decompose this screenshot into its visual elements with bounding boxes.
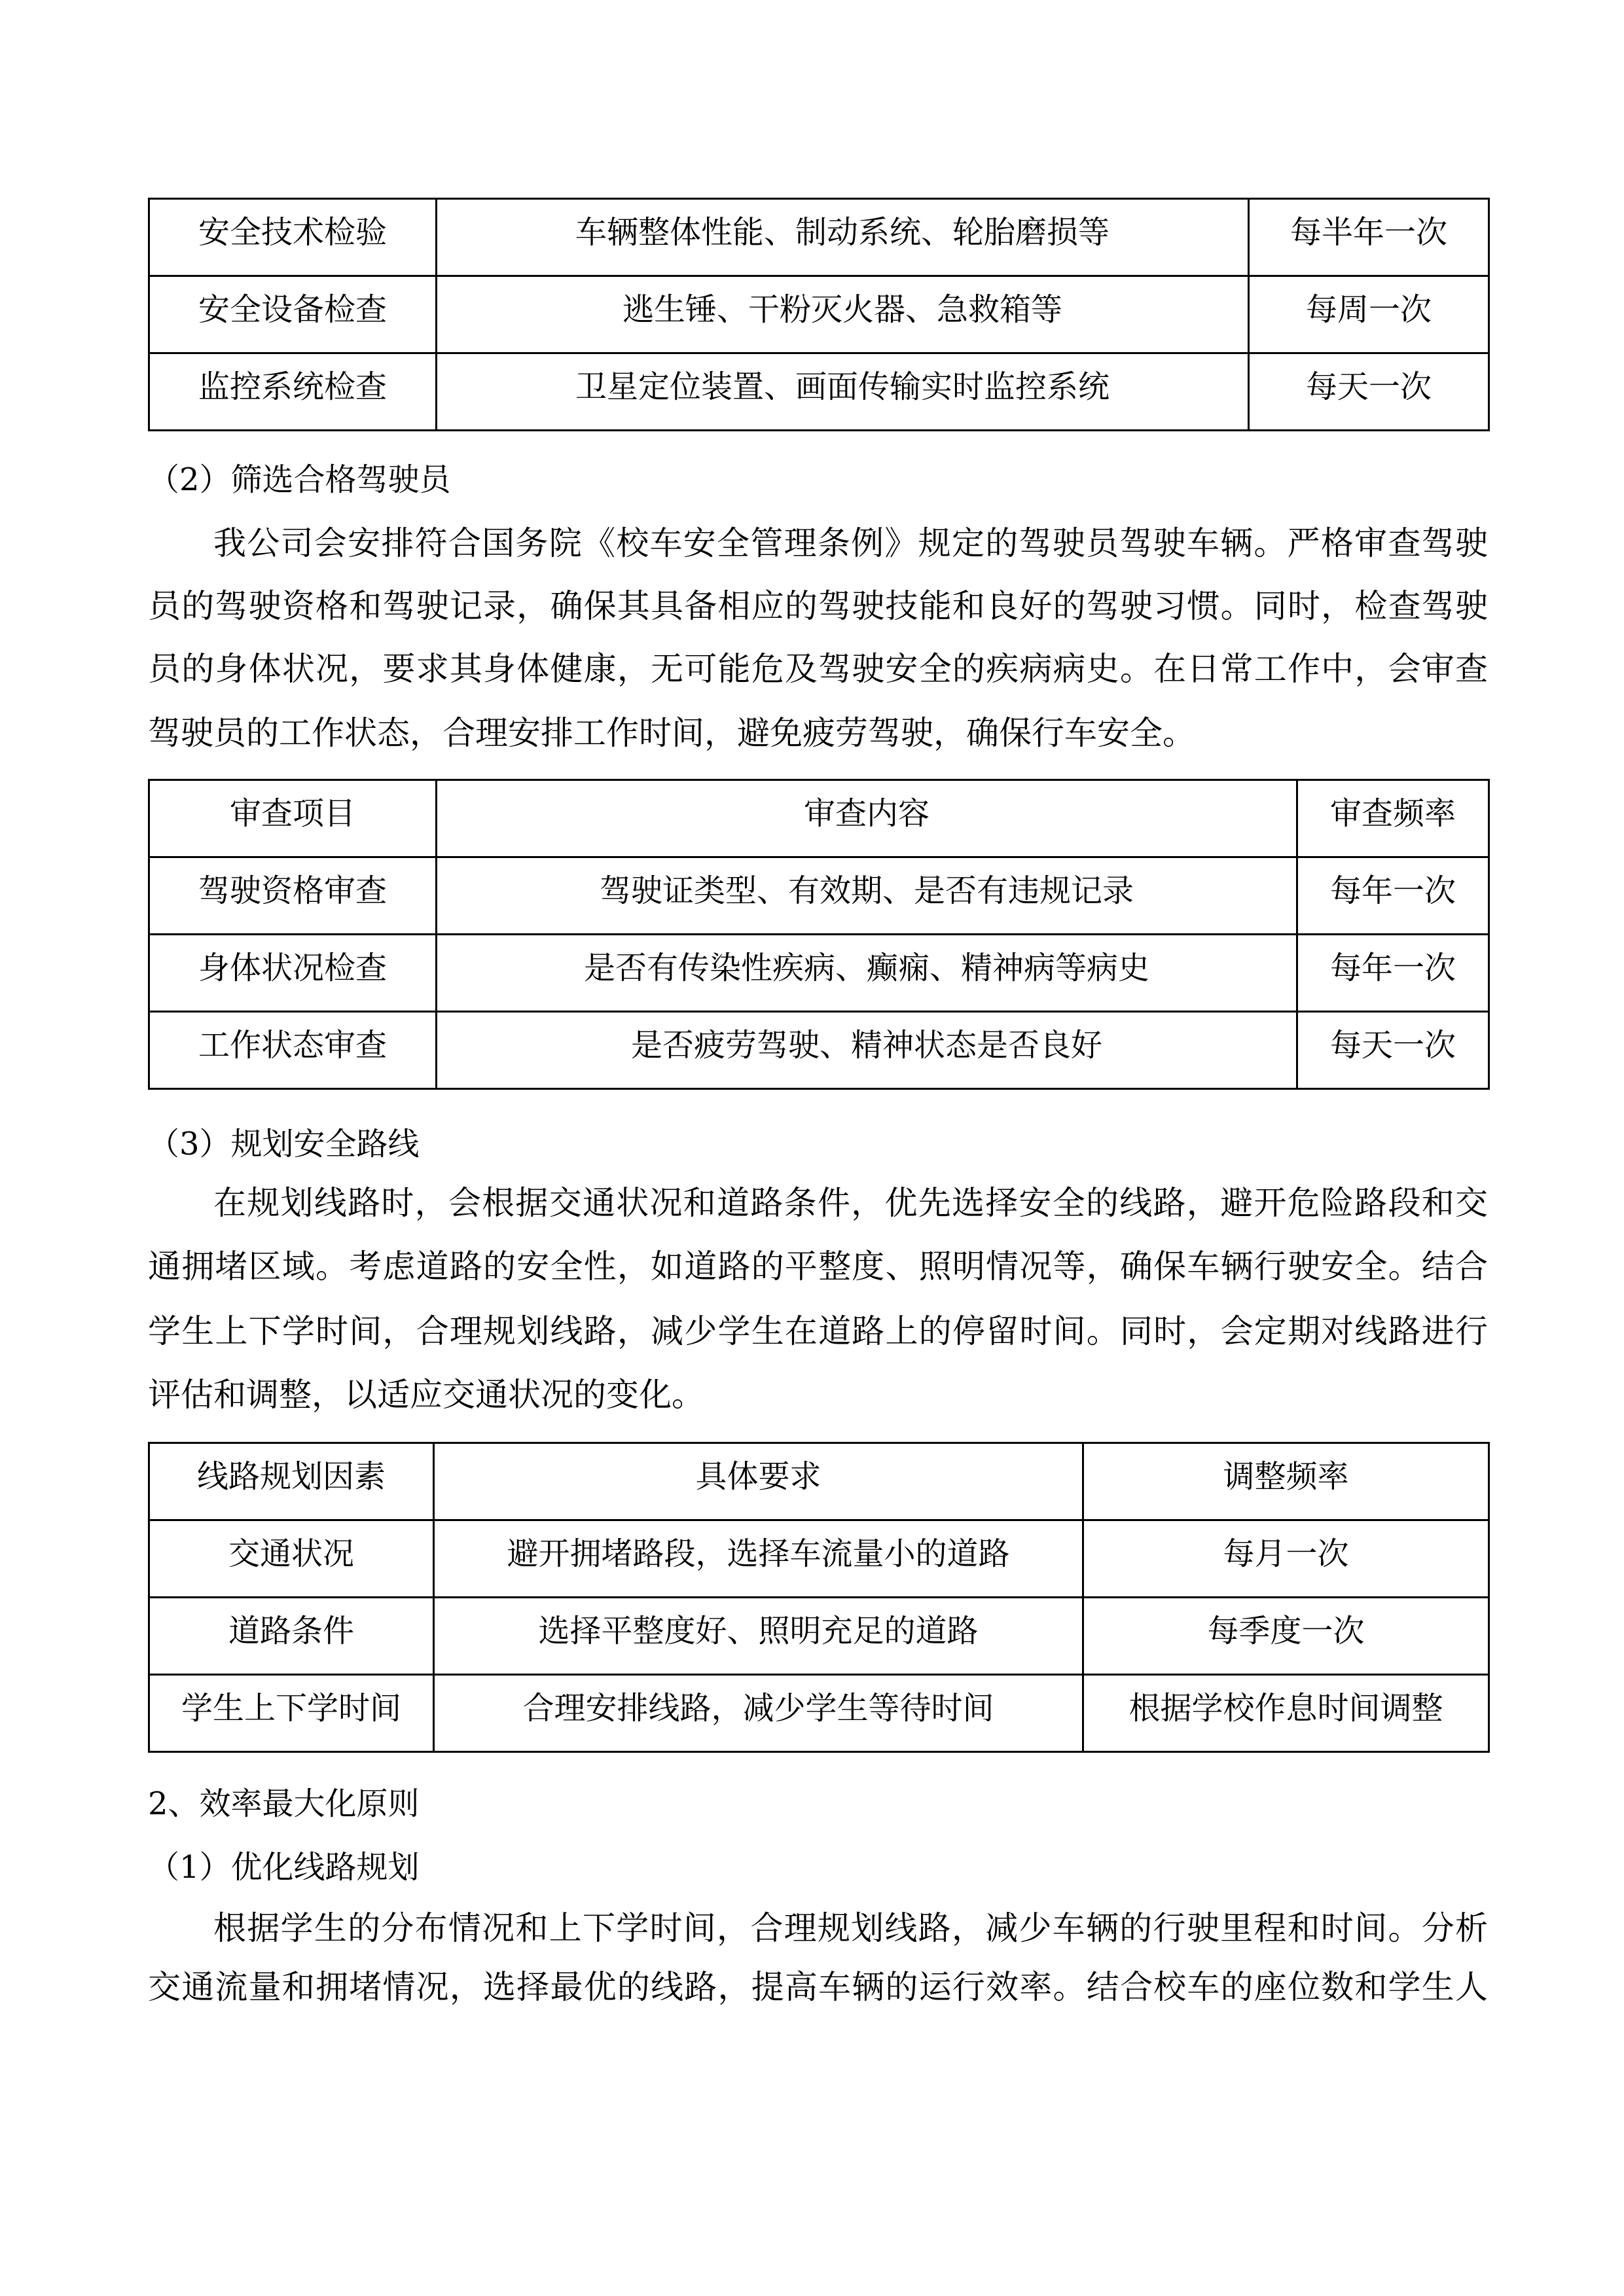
table-cell: 道路条件	[149, 1598, 434, 1675]
table-row	[149, 1520, 1489, 1598]
table-cell: 学生上下学时间	[149, 1675, 434, 1752]
section-heading: （3）规划安全路线	[148, 1126, 420, 1162]
table-row	[149, 199, 1489, 276]
table-cell: 车辆整体性能、制动系统、轮胎磨损等	[437, 199, 1249, 276]
table-cell: 每天一次	[1249, 353, 1489, 431]
table-cell: 每半年一次	[1249, 199, 1489, 276]
table-cell: 选择平整度好、照明充足的道路	[434, 1598, 1083, 1675]
table-row	[149, 353, 1489, 431]
vehicle-inspection-table	[148, 198, 1488, 431]
table-cell: 是否有传染性疾病、癫痫、精神病等病史	[437, 935, 1297, 1012]
driver-review-table	[148, 779, 1488, 1090]
table-cell: 身体状况检查	[149, 935, 437, 1012]
section-heading: （2）筛选合格驾驶员	[148, 461, 451, 498]
table-cell: 每年一次	[1297, 857, 1489, 935]
table-row	[149, 1675, 1489, 1752]
route-planning-table	[148, 1442, 1488, 1753]
table-header-cell: 审查项目	[149, 780, 437, 857]
table-header-cell: 审查内容	[437, 780, 1297, 857]
table-header-cell: 调整频率	[1083, 1443, 1489, 1520]
paragraph-line: 评估和调整，以适应交通状况的变化。	[148, 1376, 704, 1414]
table-row	[149, 857, 1489, 935]
paragraph-line: 在规划线路时，会根据交通状况和道路条件，优先选择安全的线路，避开危险路段和交	[213, 1184, 1488, 1222]
paragraph-line: 员的驾驶资格和驾驶记录，确保其具备相应的驾驶技能和良好的驾驶习惯。同时，检查驾驶	[148, 587, 1488, 625]
table-cell: 每天一次	[1297, 1012, 1489, 1089]
table-cell: 每月一次	[1083, 1520, 1489, 1598]
paragraph-line: 驾驶员的工作状态，合理安排工作时间，避免疲劳驾驶，确保行车安全。	[148, 714, 1195, 752]
table-row	[149, 276, 1489, 353]
table-cell: 安全设备检查	[149, 276, 437, 353]
table-cell: 工作状态审查	[149, 1012, 437, 1089]
table-cell: 驾驶证类型、有效期、是否有违规记录	[437, 857, 1297, 935]
table-row	[149, 1012, 1489, 1089]
table-cell: 每季度一次	[1083, 1598, 1489, 1675]
table-cell: 每年一次	[1297, 935, 1489, 1012]
table-cell: 监控系统检查	[149, 353, 437, 431]
table-cell: 交通状况	[149, 1520, 434, 1598]
table-row	[149, 1598, 1489, 1675]
table-cell: 是否疲劳驾驶、精神状态是否良好	[437, 1012, 1297, 1089]
paragraph-line: 交通流量和拥堵情况，选择最优的线路，提高车辆的运行效率。结合校车的座位数和学生人	[148, 1968, 1488, 2006]
table-cell: 根据学校作息时间调整	[1083, 1675, 1489, 1752]
table-header-cell: 线路规划因素	[149, 1443, 434, 1520]
table-row	[149, 935, 1489, 1012]
table-header-cell: 审查频率	[1297, 780, 1489, 857]
table-header-row	[149, 1443, 1489, 1520]
paragraph-line: 根据学生的分布情况和上下学时间，合理规划线路，减少车辆的行驶里程和时间。分析	[213, 1909, 1488, 1947]
paragraph-line: 我公司会安排符合国务院《校车安全管理条例》规定的驾驶员驾驶车辆。严格审查驾驶	[213, 524, 1488, 562]
table-cell: 卫星定位装置、画面传输实时监控系统	[437, 353, 1249, 431]
table-cell: 避开拥堵路段，选择车流量小的道路	[434, 1520, 1083, 1598]
table-header-row	[149, 780, 1489, 857]
subsection-heading: （1）优化线路规划	[148, 1849, 420, 1886]
table-cell: 合理安排线路，减少学生等待时间	[434, 1675, 1083, 1752]
table-cell: 安全技术检验	[149, 199, 437, 276]
section-heading: 2、效率最大化原则	[148, 1785, 420, 1822]
table-cell: 每周一次	[1249, 276, 1489, 353]
paragraph-line: 学生上下学时间，合理规划线路，减少学生在道路上的停留时间。同时，会定期对线路进行	[148, 1312, 1488, 1350]
table-header-cell: 具体要求	[434, 1443, 1083, 1520]
paragraph-line: 员的身体状况，要求其身体健康，无可能危及驾驶安全的疾病病史。在日常工作中，会审查	[148, 650, 1488, 688]
paragraph-line: 通拥堵区域。考虑道路的安全性，如道路的平整度、照明情况等，确保车辆行驶安全。结合	[148, 1247, 1488, 1285]
table-cell: 驾驶资格审查	[149, 857, 437, 935]
table-cell: 逃生锤、干粉灭火器、急救箱等	[437, 276, 1249, 353]
